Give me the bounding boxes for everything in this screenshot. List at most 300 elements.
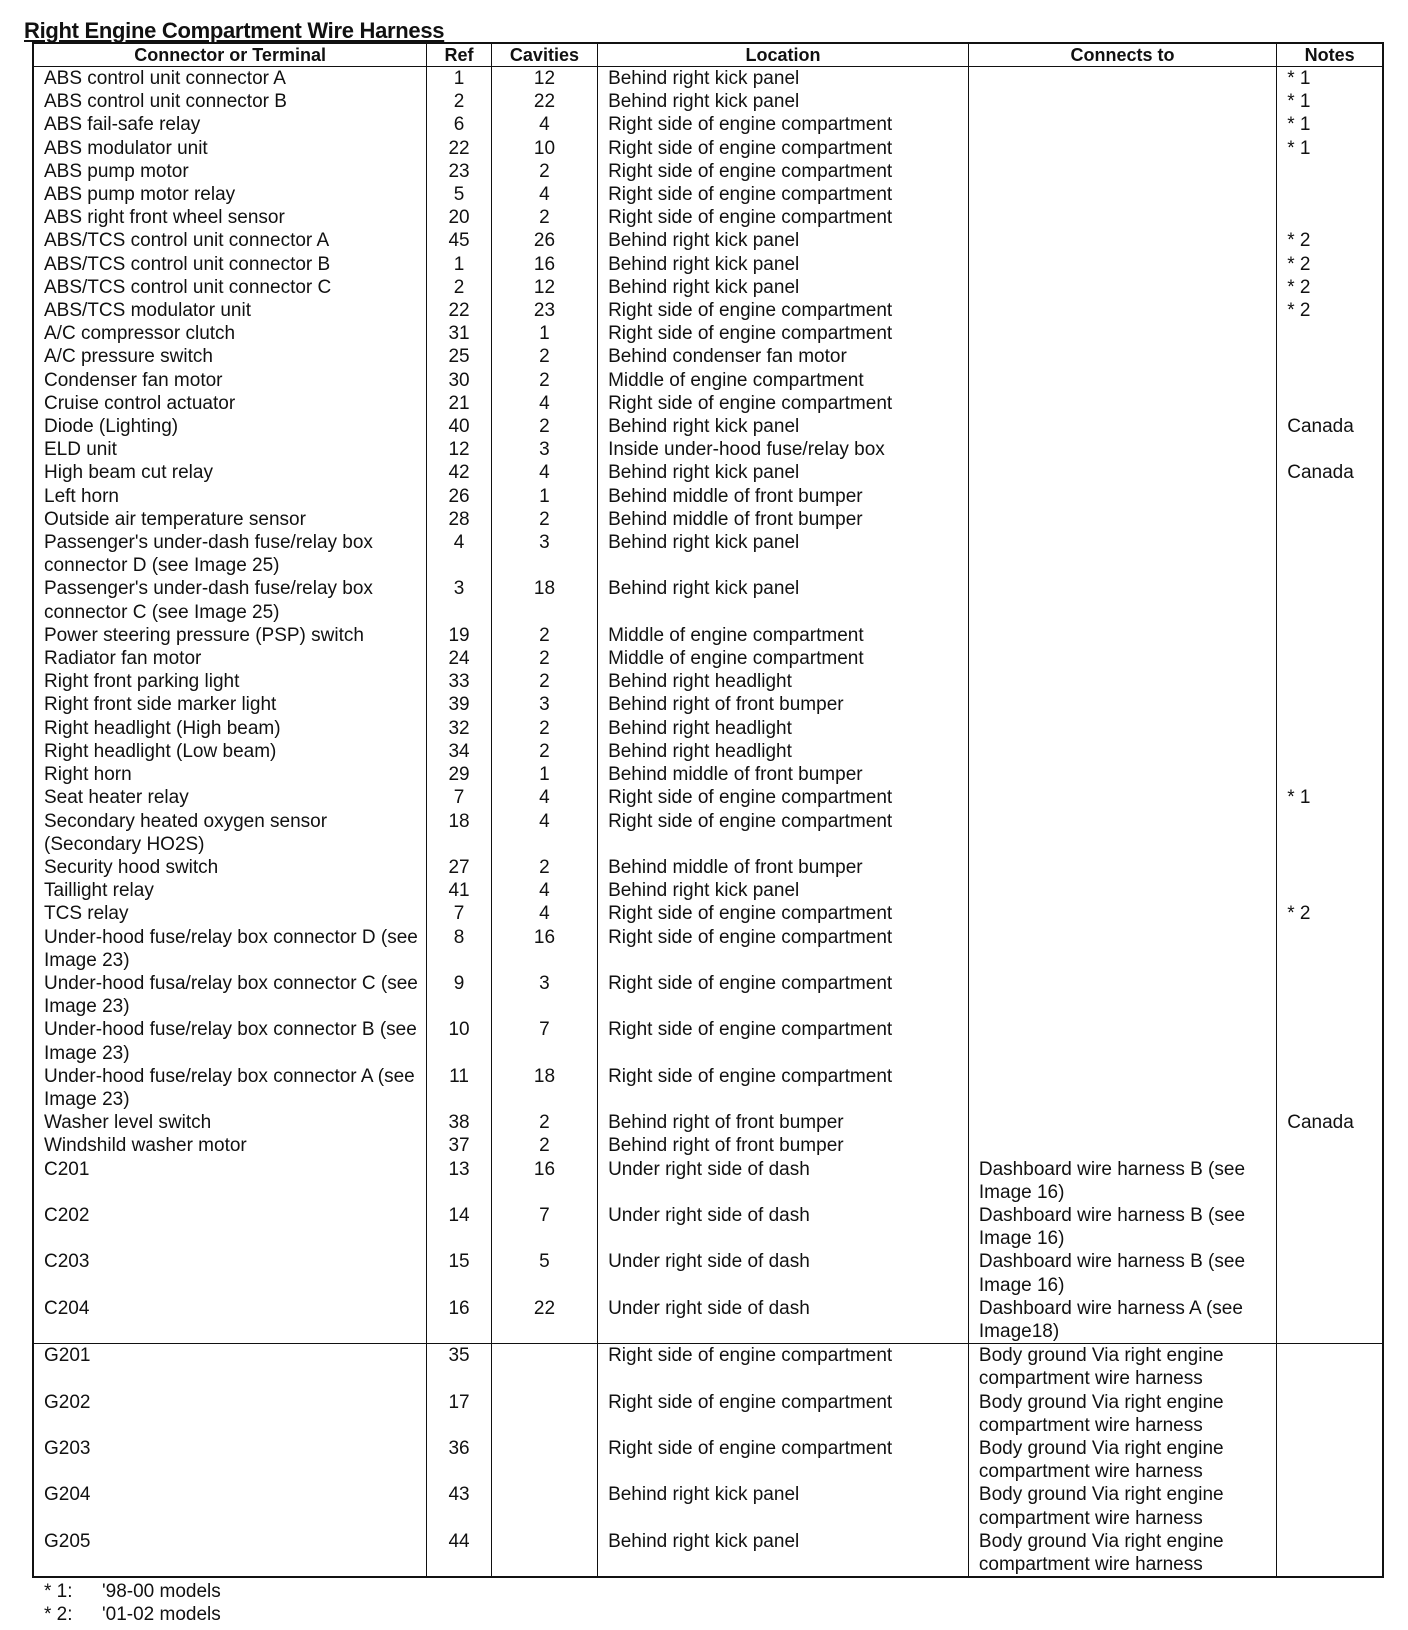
- cell-ref: 15: [427, 1250, 492, 1296]
- table-row: [33, 438, 1383, 461]
- cell-location: Right side of engine compartment: [598, 1018, 969, 1064]
- table-row: [33, 508, 1383, 531]
- cell-connects-to: Body ground Via right engine compartment wire harness: [968, 1344, 1276, 1391]
- cell-ref: 11: [427, 1065, 492, 1111]
- cell-cavities: 3: [491, 438, 597, 461]
- cell-cavities: 12: [491, 67, 597, 91]
- cell-ref: 32: [427, 717, 492, 740]
- cell-connector: Radiator fan motor: [33, 647, 427, 670]
- cell-connector: Under-hood fuse/relay box connector D (see Image 23): [33, 926, 427, 972]
- cell-cavities: 16: [491, 253, 597, 276]
- cell-location: Under right side of dash: [598, 1158, 969, 1204]
- cell-location: Middle of engine compartment: [598, 369, 969, 392]
- cell-connects-to: [968, 879, 1276, 902]
- cell-ref: 20: [427, 206, 492, 229]
- table-row: [33, 1134, 1383, 1157]
- cell-ref: 3: [427, 577, 492, 623]
- cell-ref: 2: [427, 90, 492, 113]
- cell-notes: [1277, 322, 1383, 345]
- cell-connects-to: Body ground Via right engine compartment wire harness: [968, 1391, 1276, 1437]
- cell-connects-to: [968, 438, 1276, 461]
- cell-connects-to: [968, 624, 1276, 647]
- cell-notes: * 1: [1277, 137, 1383, 160]
- cell-connector: C202: [33, 1204, 427, 1250]
- cell-connects-to: [968, 90, 1276, 113]
- cell-cavities: 4: [491, 392, 597, 415]
- cell-ref: 27: [427, 856, 492, 879]
- cell-cavities: 2: [491, 345, 597, 368]
- cell-location: Right side of engine compartment: [598, 113, 969, 136]
- cell-connects-to: [968, 531, 1276, 577]
- cell-location: Right side of engine compartment: [598, 972, 969, 1018]
- table-row: [33, 253, 1383, 276]
- table-row: [33, 810, 1383, 856]
- cell-connects-to: [968, 253, 1276, 276]
- cell-connector: G202: [33, 1391, 427, 1437]
- cell-cavities: 2: [491, 508, 597, 531]
- cell-location: Behind right kick panel: [598, 1530, 969, 1577]
- cell-connects-to: [968, 740, 1276, 763]
- cell-ref: 14: [427, 1204, 492, 1250]
- cell-notes: [1277, 531, 1383, 577]
- cell-connector: Cruise control actuator: [33, 392, 427, 415]
- cell-connects-to: [968, 763, 1276, 786]
- cell-notes: [1277, 1344, 1383, 1391]
- cell-notes: Canada: [1277, 415, 1383, 438]
- table-row: [33, 113, 1383, 136]
- cell-connects-to: [968, 670, 1276, 693]
- cell-connector: ABS control unit connector B: [33, 90, 427, 113]
- table-row: [33, 160, 1383, 183]
- cell-cavities: [491, 1437, 597, 1483]
- cell-notes: [1277, 1530, 1383, 1577]
- cell-cavities: 2: [491, 740, 597, 763]
- cell-connector: ABS pump motor: [33, 160, 427, 183]
- cell-cavities: 23: [491, 299, 597, 322]
- cell-connector: Diode (Lighting): [33, 415, 427, 438]
- cell-location: Right side of engine compartment: [598, 392, 969, 415]
- cell-notes: * 1: [1277, 113, 1383, 136]
- cell-cavities: 4: [491, 902, 597, 925]
- table-row: [33, 369, 1383, 392]
- table-row: [33, 740, 1383, 763]
- cell-cavities: 2: [491, 670, 597, 693]
- cell-connector: ABS modulator unit: [33, 137, 427, 160]
- cell-notes: [1277, 856, 1383, 879]
- cell-cavities: 22: [491, 90, 597, 113]
- table-row: [33, 206, 1383, 229]
- table-row: [33, 1018, 1383, 1064]
- cell-ref: 13: [427, 1158, 492, 1204]
- cell-connector: C203: [33, 1250, 427, 1296]
- cell-connector: ABS/TCS control unit connector C: [33, 276, 427, 299]
- table-row: [33, 693, 1383, 716]
- table-row: [33, 577, 1383, 623]
- cell-location: Under right side of dash: [598, 1204, 969, 1250]
- cell-notes: * 2: [1277, 229, 1383, 252]
- cell-notes: [1277, 717, 1383, 740]
- cell-ref: 21: [427, 392, 492, 415]
- cell-location: Under right side of dash: [598, 1250, 969, 1296]
- cell-connects-to: Dashboard wire harness B (see Image 16): [968, 1204, 1276, 1250]
- cell-location: Behind right kick panel: [598, 461, 969, 484]
- cell-connector: C201: [33, 1158, 427, 1204]
- cell-ref: 40: [427, 415, 492, 438]
- table-row: [33, 1391, 1383, 1437]
- cell-cavities: 2: [491, 856, 597, 879]
- cell-notes: [1277, 1204, 1383, 1250]
- cell-location: Right side of engine compartment: [598, 810, 969, 856]
- cell-connects-to: [968, 276, 1276, 299]
- cell-location: Behind right of front bumper: [598, 1134, 969, 1157]
- cell-notes: [1277, 810, 1383, 856]
- cell-ref: 31: [427, 322, 492, 345]
- cell-ref: 42: [427, 461, 492, 484]
- cell-connector: G203: [33, 1437, 427, 1483]
- cell-location: Behind condenser fan motor: [598, 345, 969, 368]
- cell-location: Right side of engine compartment: [598, 926, 969, 972]
- cell-cavities: 18: [491, 1065, 597, 1111]
- cell-ref: 26: [427, 485, 492, 508]
- cell-notes: [1277, 1297, 1383, 1344]
- cell-cavities: 1: [491, 485, 597, 508]
- cell-cavities: 4: [491, 879, 597, 902]
- header-notes: Notes: [1277, 43, 1383, 67]
- cell-connects-to: [968, 926, 1276, 972]
- cell-location: Right side of engine compartment: [598, 183, 969, 206]
- cell-ref: 41: [427, 879, 492, 902]
- cell-notes: [1277, 392, 1383, 415]
- cell-ref: 19: [427, 624, 492, 647]
- cell-connects-to: [968, 508, 1276, 531]
- cell-connects-to: [968, 67, 1276, 91]
- cell-cavities: 10: [491, 137, 597, 160]
- cell-connects-to: [968, 693, 1276, 716]
- cell-cavities: 5: [491, 1250, 597, 1296]
- cell-connector: Right headlight (High beam): [33, 717, 427, 740]
- cell-ref: 22: [427, 137, 492, 160]
- cell-notes: * 2: [1277, 902, 1383, 925]
- cell-notes: [1277, 763, 1383, 786]
- cell-connector: ELD unit: [33, 438, 427, 461]
- cell-notes: [1277, 926, 1383, 972]
- cell-connects-to: [968, 1065, 1276, 1111]
- cell-connector: Windshild washer motor: [33, 1134, 427, 1157]
- cell-notes: [1277, 1134, 1383, 1157]
- table-row: [33, 485, 1383, 508]
- cell-notes: Canada: [1277, 1111, 1383, 1134]
- header-row: [33, 43, 1383, 67]
- cell-notes: [1277, 160, 1383, 183]
- cell-notes: [1277, 577, 1383, 623]
- cell-connector: TCS relay: [33, 902, 427, 925]
- footnote-key: * 2:: [44, 1604, 73, 1625]
- cell-ref: 34: [427, 740, 492, 763]
- cell-connects-to: [968, 786, 1276, 809]
- cell-location: Behind right kick panel: [598, 253, 969, 276]
- cell-connector: Washer level switch: [33, 1111, 427, 1134]
- cell-location: Behind right kick panel: [598, 229, 969, 252]
- cell-connects-to: [968, 485, 1276, 508]
- table-row: [33, 624, 1383, 647]
- cell-connector: ABS right front wheel sensor: [33, 206, 427, 229]
- table-row: [33, 926, 1383, 972]
- cell-ref: 10: [427, 1018, 492, 1064]
- header-ref: Ref: [427, 43, 492, 67]
- cell-connector: G205: [33, 1530, 427, 1577]
- cell-cavities: 2: [491, 160, 597, 183]
- table-row: [33, 763, 1383, 786]
- cell-cavities: 16: [491, 1158, 597, 1204]
- table-row: [33, 1065, 1383, 1111]
- cell-cavities: 7: [491, 1018, 597, 1064]
- footnote-text: '98-00 models: [102, 1581, 221, 1602]
- cell-ref: 12: [427, 438, 492, 461]
- cell-location: Behind right kick panel: [598, 879, 969, 902]
- cell-notes: [1277, 1018, 1383, 1064]
- cell-connects-to: [968, 810, 1276, 856]
- cell-ref: 1: [427, 253, 492, 276]
- cell-connects-to: Body ground Via right engine compartment wire harness: [968, 1530, 1276, 1577]
- cell-connector: ABS/TCS control unit connector A: [33, 229, 427, 252]
- header-location: Location: [598, 43, 969, 67]
- cell-connects-to: Dashboard wire harness B (see Image 16): [968, 1250, 1276, 1296]
- cell-cavities: [491, 1391, 597, 1437]
- cell-cavities: 2: [491, 206, 597, 229]
- cell-cavities: 3: [491, 972, 597, 1018]
- cell-location: Behind right kick panel: [598, 67, 969, 91]
- cell-notes: * 1: [1277, 786, 1383, 809]
- cell-cavities: 3: [491, 531, 597, 577]
- cell-notes: [1277, 1437, 1383, 1483]
- cell-cavities: 1: [491, 763, 597, 786]
- cell-ref: 28: [427, 508, 492, 531]
- cell-notes: [1277, 485, 1383, 508]
- cell-cavities: 4: [491, 786, 597, 809]
- table-row: [33, 1437, 1383, 1483]
- cell-location: Behind right kick panel: [598, 415, 969, 438]
- cell-connects-to: Body ground Via right engine compartment wire harness: [968, 1483, 1276, 1529]
- cell-connector: G201: [33, 1344, 427, 1391]
- cell-location: Behind right headlight: [598, 717, 969, 740]
- cell-connector: ABS control unit connector A: [33, 67, 427, 91]
- cell-notes: [1277, 1391, 1383, 1437]
- cell-location: Right side of engine compartment: [598, 299, 969, 322]
- cell-cavities: 2: [491, 415, 597, 438]
- cell-notes: * 2: [1277, 253, 1383, 276]
- cell-connector: Under-hood fuse/relay box connector A (see Image 23): [33, 1065, 427, 1111]
- cell-connector: Secondary heated oxygen sensor (Secondary HO2S): [33, 810, 427, 856]
- table-body: [33, 67, 1383, 1578]
- cell-connector: Power steering pressure (PSP) switch: [33, 624, 427, 647]
- cell-cavities: 26: [491, 229, 597, 252]
- cell-notes: [1277, 508, 1383, 531]
- cell-cavities: 2: [491, 717, 597, 740]
- table-row: [33, 183, 1383, 206]
- cell-ref: 9: [427, 972, 492, 1018]
- table-row: [33, 461, 1383, 484]
- cell-location: Right side of engine compartment: [598, 1391, 969, 1437]
- cell-location: Middle of engine compartment: [598, 624, 969, 647]
- cell-location: Behind right of front bumper: [598, 693, 969, 716]
- cell-connects-to: [968, 137, 1276, 160]
- cell-ref: 45: [427, 229, 492, 252]
- table-row: [33, 786, 1383, 809]
- cell-location: Behind right kick panel: [598, 577, 969, 623]
- cell-cavities: [491, 1530, 597, 1577]
- cell-ref: 7: [427, 786, 492, 809]
- cell-location: Right side of engine compartment: [598, 160, 969, 183]
- cell-notes: [1277, 693, 1383, 716]
- cell-ref: 36: [427, 1437, 492, 1483]
- cell-notes: [1277, 879, 1383, 902]
- cell-cavities: 2: [491, 647, 597, 670]
- table-row: [33, 1204, 1383, 1250]
- cell-connects-to: [968, 160, 1276, 183]
- cell-connects-to: Body ground Via right engine compartment wire harness: [968, 1437, 1276, 1483]
- header-connector: Connector or Terminal: [33, 43, 427, 67]
- cell-connects-to: [968, 415, 1276, 438]
- table-row: [33, 276, 1383, 299]
- cell-connector: ABS pump motor relay: [33, 183, 427, 206]
- cell-location: Under right side of dash: [598, 1297, 969, 1344]
- cell-ref: 38: [427, 1111, 492, 1134]
- cell-ref: 7: [427, 902, 492, 925]
- table-row: [33, 322, 1383, 345]
- cell-cavities: 2: [491, 1134, 597, 1157]
- cell-connects-to: [968, 902, 1276, 925]
- table-row: [33, 1158, 1383, 1204]
- table-row: [33, 902, 1383, 925]
- cell-cavities: 2: [491, 624, 597, 647]
- cell-connector: Right front side marker light: [33, 693, 427, 716]
- cell-location: Behind right headlight: [598, 740, 969, 763]
- cell-connector: ABS fail-safe relay: [33, 113, 427, 136]
- cell-cavities: 2: [491, 369, 597, 392]
- cell-connects-to: [968, 577, 1276, 623]
- table-row: [33, 1250, 1383, 1296]
- cell-notes: [1277, 624, 1383, 647]
- cell-ref: 23: [427, 160, 492, 183]
- cell-ref: 17: [427, 1391, 492, 1437]
- cell-connector: Outside air temperature sensor: [33, 508, 427, 531]
- cell-location: Behind middle of front bumper: [598, 763, 969, 786]
- cell-location: Behind middle of front bumper: [598, 485, 969, 508]
- cell-connects-to: [968, 229, 1276, 252]
- cell-connector: Under-hood fuse/relay box connector B (see Image 23): [33, 1018, 427, 1064]
- cell-connector: Passenger's under-dash fuse/relay box connector C (see Image 25): [33, 577, 427, 623]
- cell-cavities: 16: [491, 926, 597, 972]
- cell-cavities: 2: [491, 1111, 597, 1134]
- cell-location: Behind right headlight: [598, 670, 969, 693]
- cell-location: Behind right kick panel: [598, 1483, 969, 1529]
- cell-location: Inside under-hood fuse/relay box: [598, 438, 969, 461]
- table-row: [33, 1297, 1383, 1344]
- cell-ref: 33: [427, 670, 492, 693]
- table-row: [33, 1111, 1383, 1134]
- cell-ref: 2: [427, 276, 492, 299]
- table-row: [33, 299, 1383, 322]
- cell-notes: Canada: [1277, 461, 1383, 484]
- cell-location: Behind middle of front bumper: [598, 856, 969, 879]
- cell-cavities: 22: [491, 1297, 597, 1344]
- cell-notes: [1277, 1158, 1383, 1204]
- cell-ref: 44: [427, 1530, 492, 1577]
- cell-connector: Right horn: [33, 763, 427, 786]
- cell-connector: Right headlight (Low beam): [33, 740, 427, 763]
- cell-location: Behind right kick panel: [598, 90, 969, 113]
- cell-connector: ABS/TCS control unit connector B: [33, 253, 427, 276]
- cell-notes: [1277, 972, 1383, 1018]
- cell-location: Right side of engine compartment: [598, 1344, 969, 1391]
- table-row: [33, 717, 1383, 740]
- cell-notes: [1277, 670, 1383, 693]
- cell-connector: High beam cut relay: [33, 461, 427, 484]
- table-row: [33, 972, 1383, 1018]
- cell-connector: Taillight relay: [33, 879, 427, 902]
- cell-connector: G204: [33, 1483, 427, 1529]
- cell-ref: 24: [427, 647, 492, 670]
- cell-ref: 39: [427, 693, 492, 716]
- cell-cavities: [491, 1344, 597, 1391]
- table-row: [33, 856, 1383, 879]
- cell-cavities: 18: [491, 577, 597, 623]
- cell-connects-to: [968, 183, 1276, 206]
- cell-ref: 5: [427, 183, 492, 206]
- table-row: [33, 90, 1383, 113]
- cell-connector: ABS/TCS modulator unit: [33, 299, 427, 322]
- cell-connector: A/C pressure switch: [33, 345, 427, 368]
- cell-ref: 25: [427, 345, 492, 368]
- cell-location: Behind right of front bumper: [598, 1111, 969, 1134]
- cell-notes: * 2: [1277, 299, 1383, 322]
- cell-ref: 22: [427, 299, 492, 322]
- cell-connects-to: [968, 345, 1276, 368]
- cell-cavities: 4: [491, 461, 597, 484]
- cell-notes: [1277, 345, 1383, 368]
- cell-connector: Passenger's under-dash fuse/relay box connector D (see Image 25): [33, 531, 427, 577]
- table-row: [33, 345, 1383, 368]
- cell-ref: 1: [427, 67, 492, 91]
- cell-ref: 43: [427, 1483, 492, 1529]
- cell-cavities: 4: [491, 183, 597, 206]
- footnote-1: [44, 1580, 221, 1603]
- cell-ref: 4: [427, 531, 492, 577]
- cell-notes: [1277, 183, 1383, 206]
- cell-connector: Left horn: [33, 485, 427, 508]
- cell-cavities: 4: [491, 810, 597, 856]
- table-row: [33, 137, 1383, 160]
- cell-connector: Security hood switch: [33, 856, 427, 879]
- cell-ref: 37: [427, 1134, 492, 1157]
- cell-connector: A/C compressor clutch: [33, 322, 427, 345]
- cell-ref: 30: [427, 369, 492, 392]
- table-row: [33, 1530, 1383, 1577]
- table-row: [33, 647, 1383, 670]
- harness-table: [32, 42, 1384, 1578]
- cell-location: Right side of engine compartment: [598, 137, 969, 160]
- cell-connects-to: [968, 717, 1276, 740]
- table-row: [33, 670, 1383, 693]
- cell-connector: C204: [33, 1297, 427, 1344]
- table-row: [33, 67, 1383, 91]
- cell-connector: Right front parking light: [33, 670, 427, 693]
- table-row: [33, 229, 1383, 252]
- cell-ref: 35: [427, 1344, 492, 1391]
- footnote-2: [44, 1603, 221, 1626]
- cell-notes: [1277, 740, 1383, 763]
- cell-cavities: [491, 1483, 597, 1529]
